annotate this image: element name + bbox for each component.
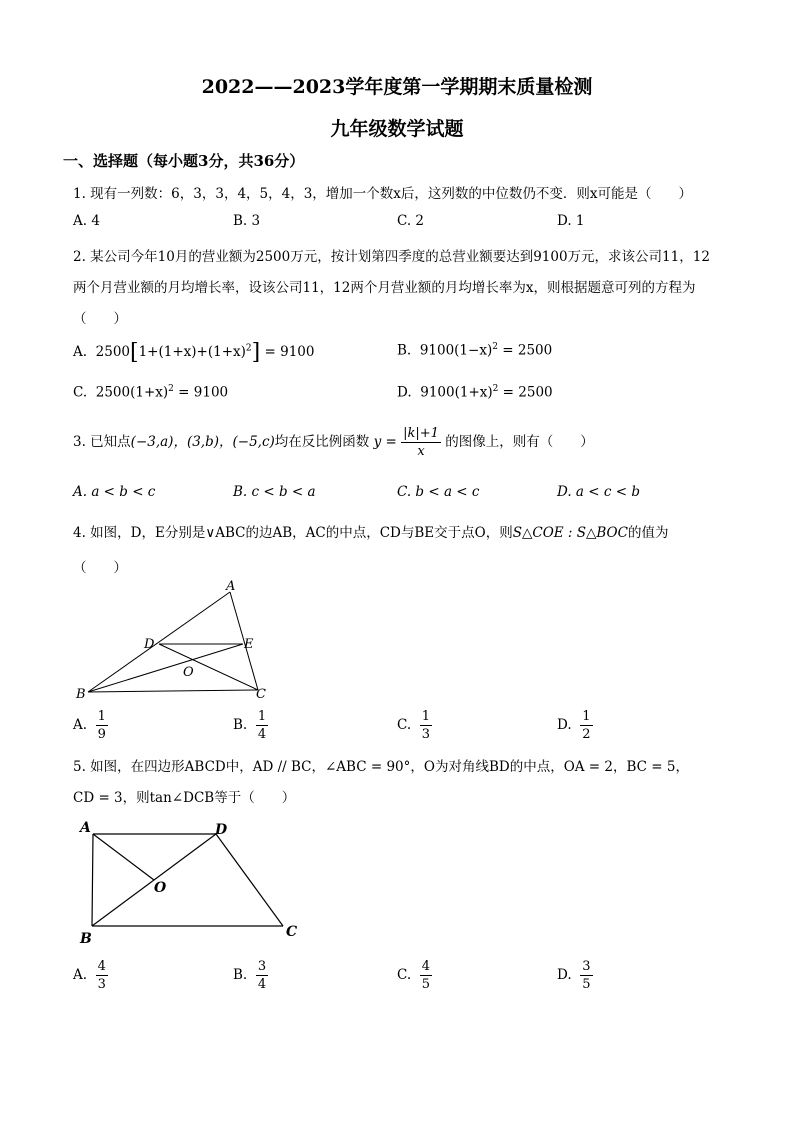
q5-option-b: B. $\frac{3}{4}$ <box>233 959 267 992</box>
q5-quadrilateral-figure <box>70 815 310 950</box>
q1-option-a: A. 4 <box>73 213 100 229</box>
label-b: B <box>80 931 92 947</box>
q4-option-b: B. $\frac{1}{4}$ <box>233 709 267 742</box>
q2-line3: （ ） <box>73 311 127 327</box>
segment-bc <box>88 690 258 692</box>
q2-option-b: B. $9100(1-x)^2 = 2500$ <box>397 342 553 359</box>
label-e: E <box>244 637 254 652</box>
q5-option-d: D. $\frac{3}{5}$ <box>557 959 591 992</box>
q4-option-d: D. $\frac{1}{2}$ <box>557 709 591 742</box>
q1-stem: 1. 现有一列数：6，3，3，4，5，4，3，增加一个数x后，这列数的中位数仍不变．则x可能是（ ） <box>73 186 693 202</box>
q1-option-b: B. 3 <box>233 213 261 229</box>
q4-line2: （ ） <box>73 560 127 576</box>
q2-option-a: A. $2500[1+(1+x)+(1+x)^2] = 9100$ <box>73 340 315 365</box>
label-b: B <box>76 687 86 702</box>
q3-option-b: B. c < b < a <box>233 484 316 500</box>
q2-option-d: D. $9100(1+x)^2 = 2500$ <box>397 384 553 401</box>
q5-line1: 5. 如图，在四边形ABCD中，AD // BC，∠ABC = 90°，O为对角线BD的中点，OA = 2，BC = 5， <box>73 759 689 775</box>
segment-ab <box>92 834 93 926</box>
page-subtitle: 九年级数学试题 <box>330 118 464 140</box>
label-o: O <box>154 880 167 896</box>
q3-function-fraction: $\frac{|k|+1}{x}$ <box>403 426 439 459</box>
section-heading: 一、选择题（每小题3分，共36分） <box>63 152 305 170</box>
label-d: D <box>144 637 155 652</box>
q5-line2: CD = 3，则tan∠DCB等于（ ） <box>73 790 296 806</box>
q4-option-c: C. $\frac{1}{3}$ <box>397 709 431 742</box>
q3-stem: 3. 已知点(−3,a)，(3,b)，(−5,c)均在反比例函数 y = $\frac{|k|+1}{x}$ 的图像上，则有（ ） <box>73 426 594 459</box>
q3-option-c: C. b < a < c <box>397 484 480 500</box>
q4-line1: 4. 如图，D，E分别是∨ABC的边AB，AC的中点，CD与BE交于点O，则S△COE : S△BOC的值为 <box>73 525 669 541</box>
label-d: D <box>215 822 228 838</box>
segment-be <box>88 644 243 692</box>
q1-option-c: C. 2 <box>397 213 425 229</box>
label-o: O <box>183 665 194 680</box>
segment-ba <box>88 592 230 692</box>
label-a: A <box>80 820 91 836</box>
q3-option-d: D. a < c < b <box>557 484 640 500</box>
segment-ao <box>93 834 154 880</box>
label-c: C <box>286 924 298 940</box>
label-a: A <box>226 579 236 594</box>
label-c: C <box>256 687 266 702</box>
q2-line1: 2. 某公司今年10月的营业额为2500万元，按计划第四季度的总营业额要达到9100万元，求该公司11，12 <box>73 249 710 265</box>
q4-option-a: A. $\frac{1}{9}$ <box>73 709 106 742</box>
q5-option-c: C. $\frac{4}{5}$ <box>397 959 431 992</box>
q3-option-a: A. a < b < c <box>73 484 156 500</box>
page-title: 2022——2023学年度第一学期期末质量检测 <box>201 76 593 98</box>
q1-option-d: D. 1 <box>557 213 585 229</box>
segment-dc <box>216 834 283 926</box>
q5-option-a: A. $\frac{4}{3}$ <box>73 959 106 992</box>
q2-option-c: C. $2500(1+x)^2 = 9100$ <box>73 384 229 401</box>
q4-triangle-figure <box>70 578 290 703</box>
q2-line2: 两个月营业额的月均增长率，设该公司11，12两个月营业额的月均增长率为x，则根据题意可列的方程为 <box>73 280 696 296</box>
